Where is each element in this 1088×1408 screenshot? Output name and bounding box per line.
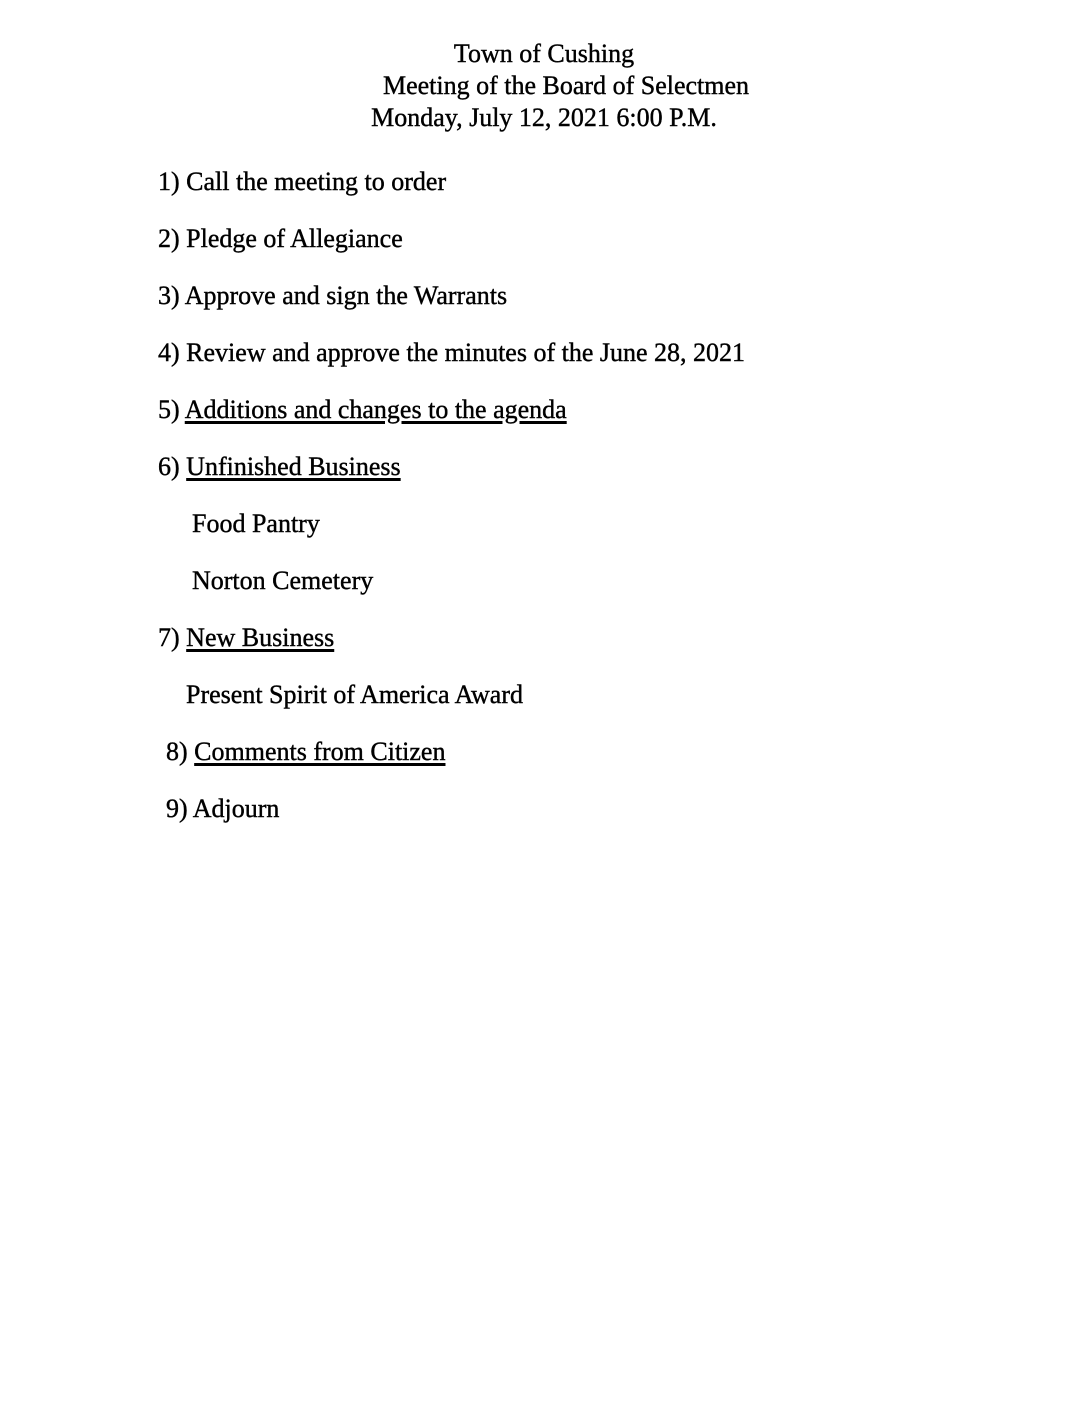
agenda-item-8-text: Comments from Citizen (194, 737, 446, 766)
agenda-item-9 (0, 793, 1088, 825)
document-header (0, 0, 1088, 134)
agenda-subitem-spirit-award (0, 679, 1088, 711)
agenda-item-5-text: Additions and changes to the agenda (184, 395, 567, 424)
agenda-item-5-number: 5) (158, 395, 180, 424)
agenda-item-9-text: Adjourn (192, 794, 280, 823)
agenda-item-7-text: New Business (186, 623, 335, 652)
agenda-item-2-number: 2) (158, 224, 180, 253)
agenda-item-7 (0, 622, 1088, 654)
agenda-item-6 (0, 451, 1088, 483)
doc-title-line-1: Town of Cushing (453, 39, 635, 68)
agenda-item-3 (0, 280, 1088, 312)
agenda-subitem-text: Food Pantry (192, 509, 320, 538)
agenda-list (0, 166, 1088, 825)
agenda-item-1-text: Call the meeting to order (186, 167, 447, 196)
agenda-item-4 (0, 337, 1088, 369)
agenda-item-1 (0, 166, 1088, 198)
agenda-item-3-number: 3) (158, 281, 180, 310)
doc-title-line-2: Meeting of the Board of Selectmen (382, 71, 750, 100)
agenda-item-4-number: 4) (158, 338, 180, 367)
agenda-subitem-text: Norton Cemetery (192, 566, 374, 595)
agenda-item-6-number: 6) (158, 452, 180, 481)
agenda-subitem-text: Present Spirit of America Award (186, 680, 523, 709)
agenda-item-2-text: Pledge of Allegiance (186, 224, 403, 253)
agenda-item-6-text: Unfinished Business (186, 452, 401, 481)
agenda-subitem-norton-cemetery (0, 565, 1088, 597)
agenda-item-5 (0, 394, 1088, 426)
agenda-item-8 (0, 736, 1088, 768)
agenda-item-1-number: 1) (158, 167, 180, 196)
agenda-item-2 (0, 223, 1088, 255)
agenda-item-8-number: 8) (166, 737, 188, 766)
agenda-item-9-number: 9) (166, 794, 188, 823)
agenda-item-4-text: Review and approve the minutes of the June 28, 2021 (186, 338, 746, 367)
doc-title-line-3: Monday, July 12, 2021 6:00 P.M. (371, 103, 717, 132)
agenda-item-7-number: 7) (158, 623, 180, 652)
agenda-item-3-text: Approve and sign the Warrants (184, 281, 508, 310)
agenda-subitem-food-pantry (0, 508, 1088, 540)
